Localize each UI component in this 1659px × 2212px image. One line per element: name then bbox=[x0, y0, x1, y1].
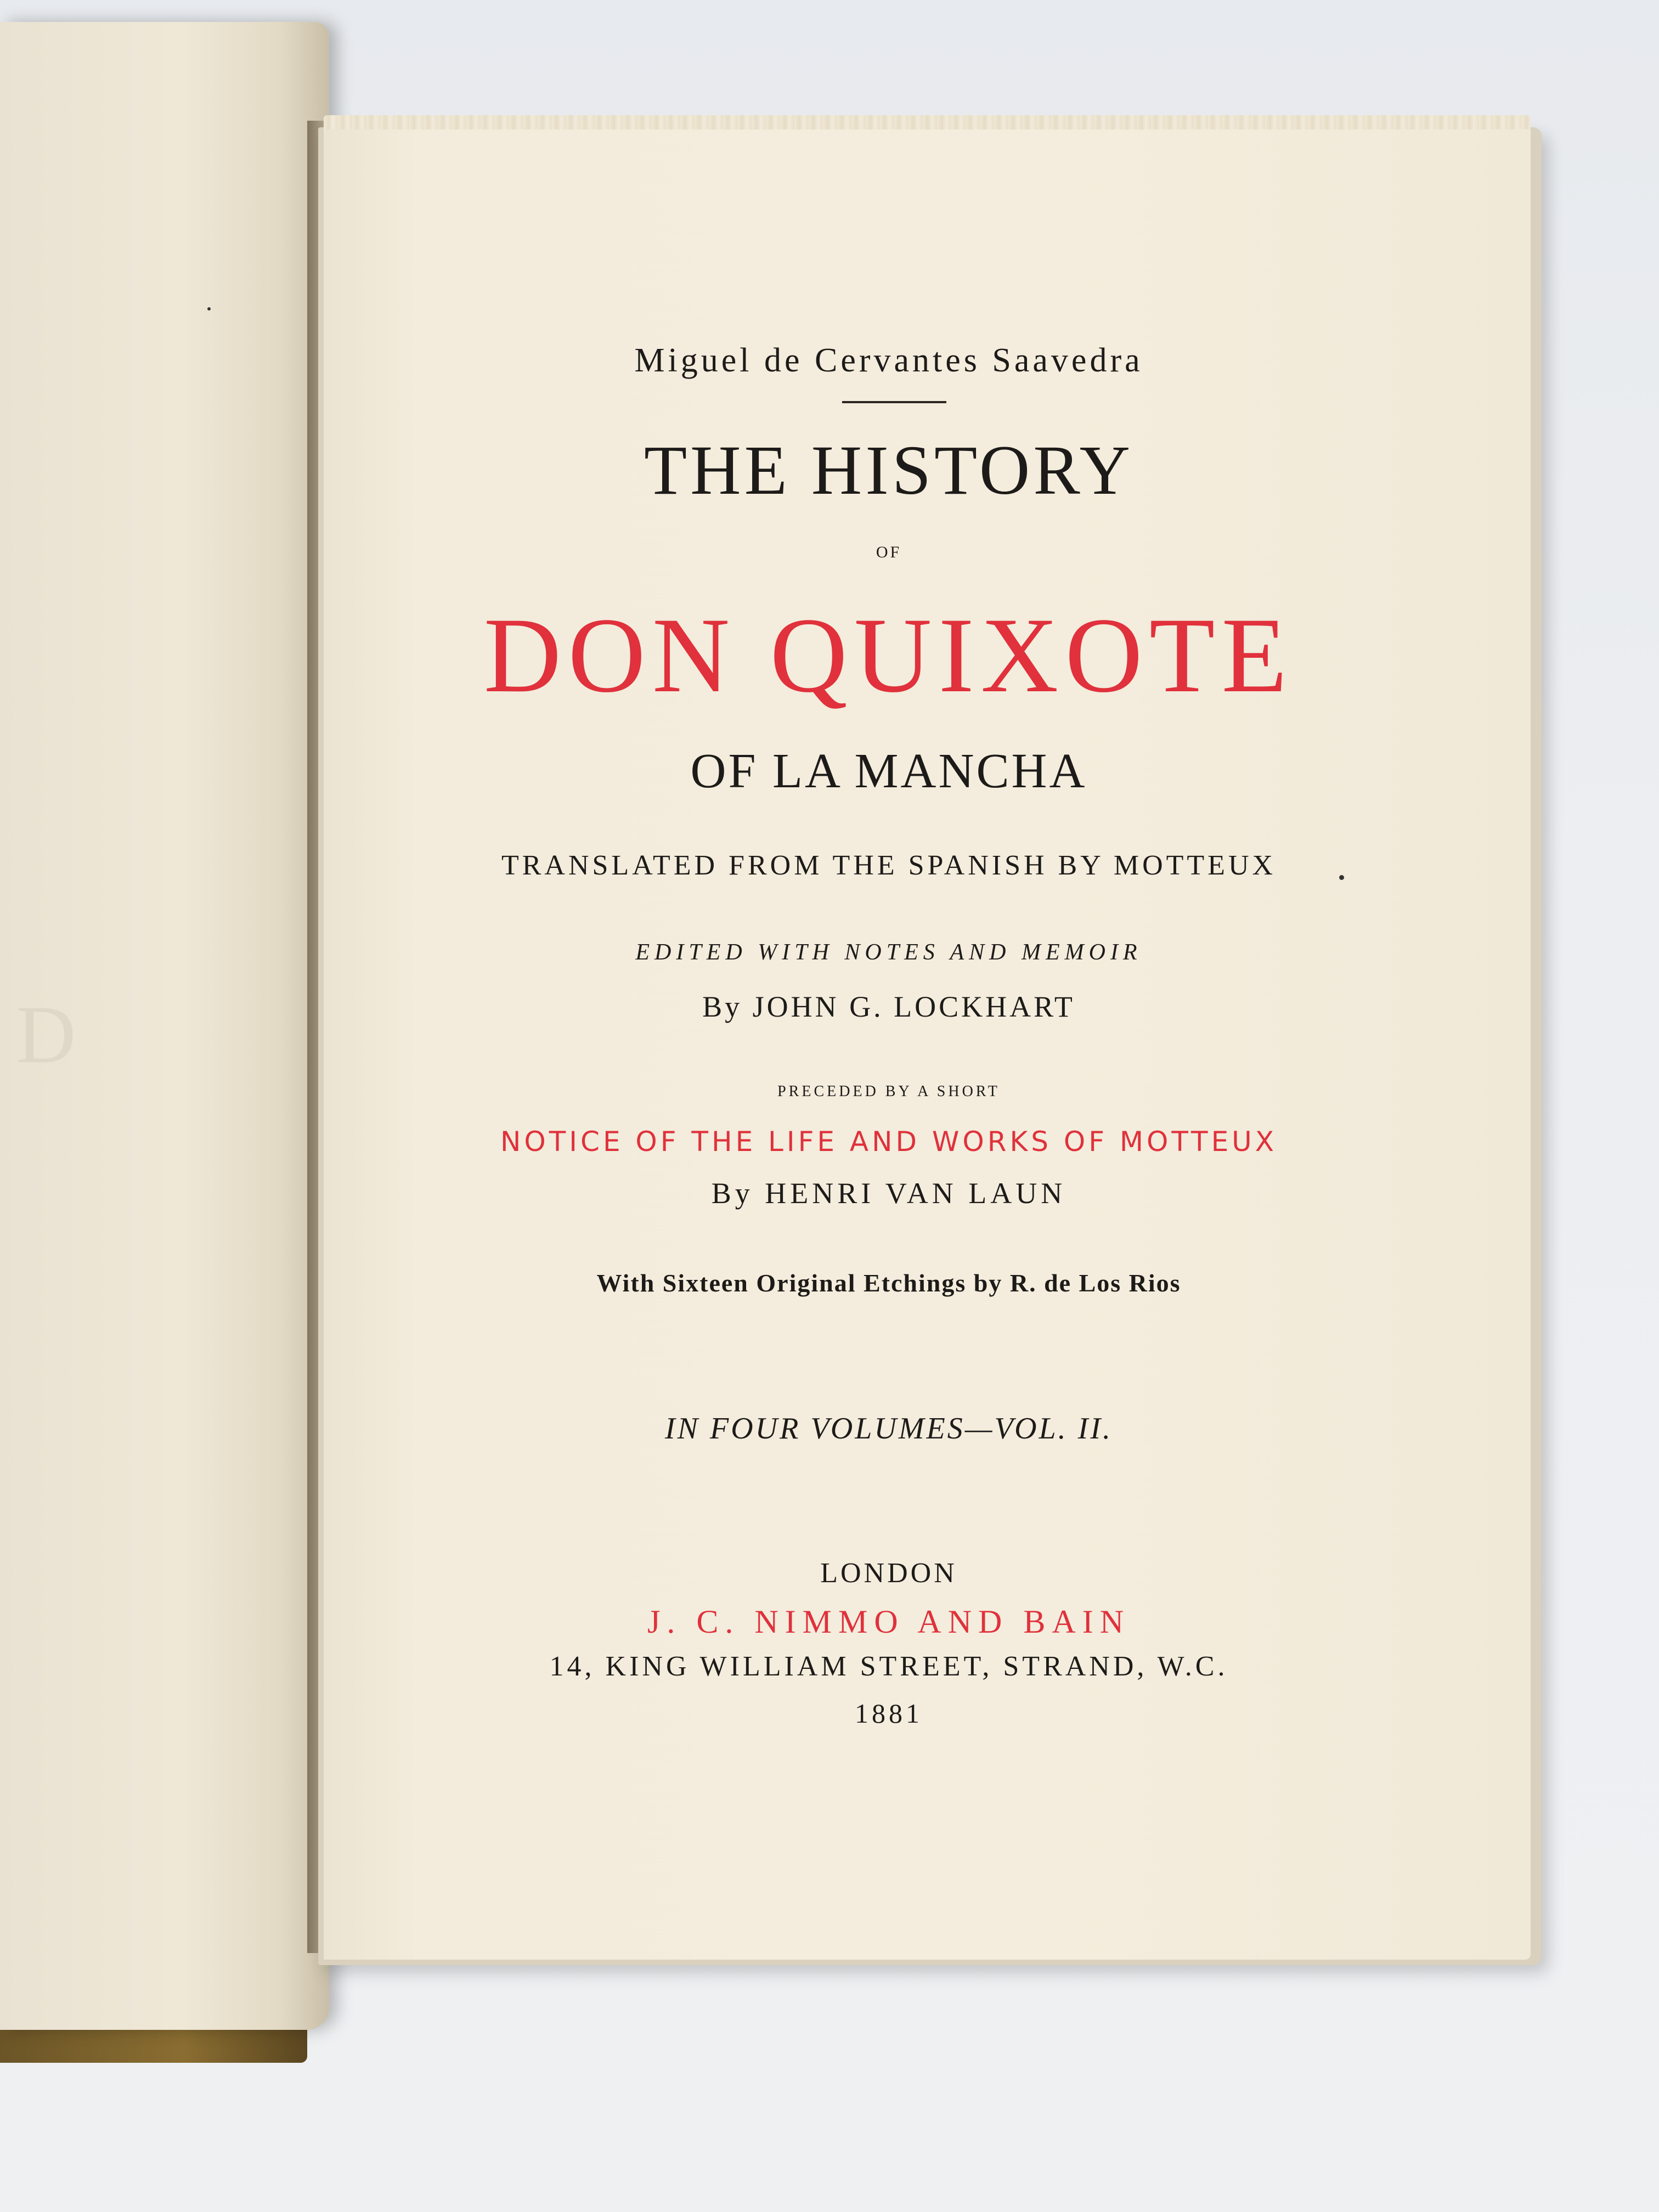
author-name: Miguel de Cervantes Saavedra bbox=[634, 342, 1143, 379]
edited-line: EDITED WITH NOTES AND MEMOIR bbox=[635, 940, 1142, 965]
notice-author-line: By HENRI VAN LAUN bbox=[711, 1177, 1066, 1210]
publisher-address: 14, KING WILLIAM STREET, STRAND, W.C. bbox=[549, 1651, 1228, 1682]
notice-line: NOTICE OF THE LIFE AND WORKS OF MOTTEUX bbox=[500, 1126, 1278, 1158]
publication-year: 1881 bbox=[855, 1698, 923, 1729]
subtitle: OF LA MANCHA bbox=[690, 744, 1087, 798]
title-page-text bbox=[324, 122, 1531, 1960]
etchings-line: With Sixteen Original Etchings by R. de Los Rios bbox=[596, 1269, 1181, 1297]
paper-speck bbox=[207, 307, 211, 311]
title-connector: OF bbox=[876, 543, 902, 561]
title-line: THE HISTORY bbox=[644, 431, 1134, 509]
imprint-city: LONDON bbox=[820, 1558, 957, 1589]
author-rule bbox=[842, 401, 946, 403]
preceded-line: PRECEDED BY A SHORT bbox=[777, 1083, 1000, 1100]
left-page bbox=[0, 22, 329, 2030]
volumes-line: IN FOUR VOLUMES—VOL. II. bbox=[665, 1412, 1113, 1446]
translator-line: TRANSLATED FROM THE SPANISH BY MOTTEUX bbox=[501, 850, 1277, 881]
paper-speck bbox=[1339, 875, 1344, 880]
editor-line: By JOHN G. LOCKHART bbox=[702, 990, 1075, 1023]
left-page-show-through: D bbox=[16, 989, 80, 1080]
publisher-name: J. C. NIMMO AND BAIN bbox=[647, 1604, 1131, 1640]
main-title: DON QUIXOTE bbox=[483, 596, 1294, 715]
